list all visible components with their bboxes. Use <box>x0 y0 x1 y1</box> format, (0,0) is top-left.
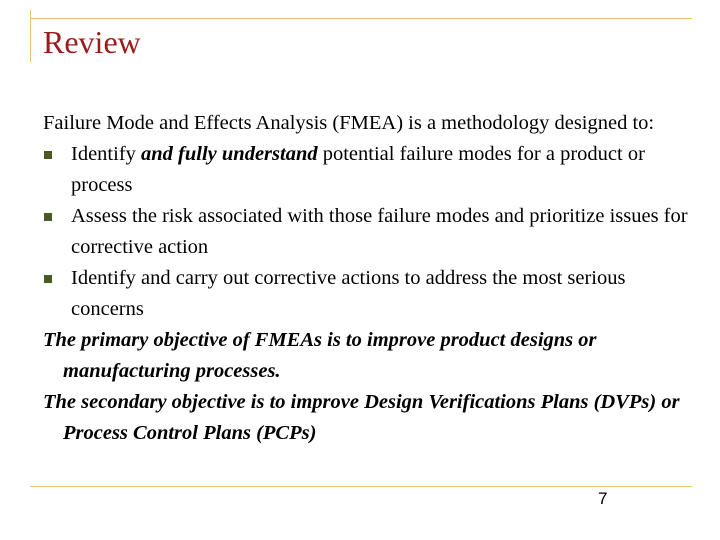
bullet-3-text: Identify and carry out corrective actions to address the most serious concerns <box>71 267 626 320</box>
square-bullet-icon <box>44 275 52 283</box>
slide-title: Review <box>43 24 141 60</box>
top-accent-rule <box>30 18 692 19</box>
bottom-accent-rule <box>30 486 692 487</box>
bullet-1-emphasis: and fully understand <box>141 143 318 165</box>
square-bullet-icon <box>44 213 52 221</box>
slide-body <box>43 108 703 449</box>
bullet-item-3 <box>43 263 703 325</box>
bullet-item-1 <box>43 139 703 201</box>
intro-text: Failure Mode and Effects Analysis (FMEA) is a methodology designed to: <box>43 112 655 134</box>
bullet-item-2 <box>43 201 703 263</box>
square-bullet-icon <box>44 151 52 159</box>
page-number: 7 <box>598 489 608 508</box>
primary-objective: The primary objective of FMEAs is to improve product designs or manufacturing processes. <box>43 329 597 382</box>
bullet-1-text-start: Identify <box>71 143 142 165</box>
bullet-2-text: Assess the risk associated with those failure modes and prioritize issues for corrective action <box>71 205 688 258</box>
secondary-objective: The secondary objective is to improve Design Verifications Plans (DVPs) or Process Control Plans (PCPs) <box>43 391 680 444</box>
bullet-1-text-end: potential failure modes for a product or process <box>71 143 645 196</box>
